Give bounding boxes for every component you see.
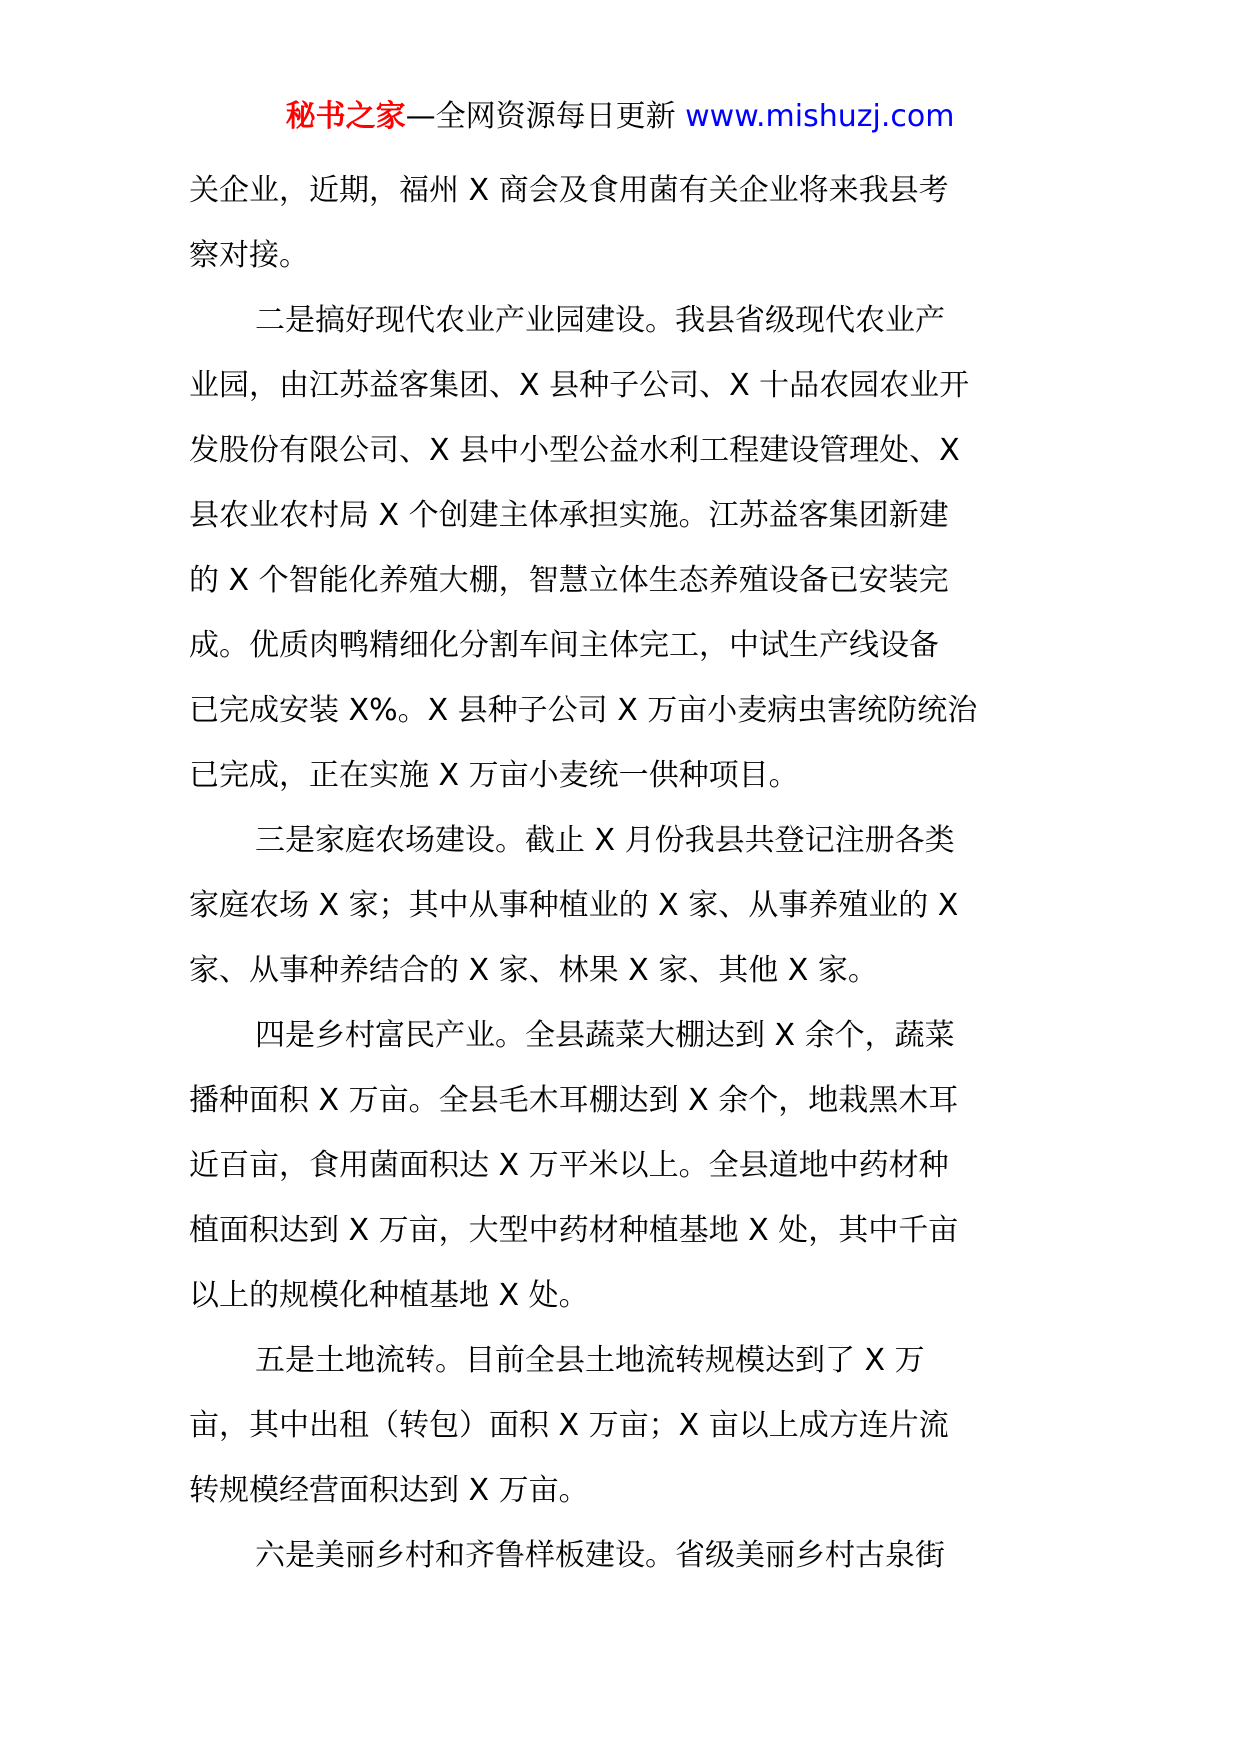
paragraph-start-line: 二是搞好现代农业产业园建设。我县省级现代农业产 bbox=[255, 303, 945, 338]
text-line: 的 X 个智能化养殖大棚，智慧立体生态养殖设备已安装完 bbox=[189, 563, 949, 598]
text-line: 已完成，正在实施 X 万亩小麦统一供种项目。 bbox=[189, 758, 799, 793]
text-line: 近百亩，食用菌面积达 X 万平米以上。全县道地中药材种 bbox=[189, 1148, 949, 1183]
paragraph-start-line: 四是乡村富民产业。全县蔬菜大棚达到 X 余个，蔬菜 bbox=[255, 1018, 955, 1053]
header-url-link[interactable]: www.mishuzj.com bbox=[685, 99, 955, 134]
paragraph-start-line: 三是家庭农场建设。截止 X 月份我县共登记注册各类 bbox=[255, 823, 955, 858]
text-line: 以上的规模化种植基地 X 处。 bbox=[189, 1278, 589, 1313]
document-body bbox=[189, 158, 1057, 1588]
text-line: 家、从事种养结合的 X 家、林果 X 家、其他 X 家。 bbox=[189, 953, 878, 988]
page-header bbox=[0, 97, 1240, 137]
text-line: 转规模经营面积达到 X 万亩。 bbox=[189, 1473, 589, 1508]
text-line: 亩，其中出租（转包）面积 X 万亩；X 亩以上成方连片流 bbox=[189, 1408, 949, 1443]
text-line: 成。优质肉鸭精细化分割车间主体完工，中试生产线设备 bbox=[189, 628, 939, 663]
paragraph-start-line: 六是美丽乡村和齐鲁样板建设。省级美丽乡村古泉街 bbox=[255, 1538, 945, 1573]
text-line: 家庭农场 X 家；其中从事种植业的 X 家、从事养殖业的 X bbox=[189, 888, 959, 923]
text-line: 已完成安装 X%。X 县种子公司 X 万亩小麦病虫害统防统治 bbox=[189, 693, 978, 728]
text-line: 业园，由江苏益客集团、X 县种子公司、X 十品农园农业开 bbox=[189, 368, 970, 403]
text-line: 县农业农村局 X 个创建主体承担实施。江苏益客集团新建 bbox=[189, 498, 949, 533]
text-line: 察对接。 bbox=[189, 238, 309, 273]
text-line: 关企业，近期，福州 X 商会及食用菌有关企业将来我县考 bbox=[189, 173, 949, 208]
text-line: 播种面积 X 万亩。全县毛木耳棚达到 X 余个，地栽黑木耳 bbox=[189, 1083, 959, 1118]
header-brand: 秘书之家 bbox=[285, 99, 406, 134]
text-line: 植面积达到 X 万亩，大型中药材种植基地 X 处，其中千亩 bbox=[189, 1213, 959, 1248]
text-line: 发股份有限公司、X 县中小型公益水利工程建设管理处、X bbox=[189, 433, 960, 468]
header-tagline: —全网资源每日更新 bbox=[405, 99, 686, 134]
paragraph-start-line: 五是土地流转。目前全县土地流转规模达到了 X 万 bbox=[255, 1343, 925, 1378]
